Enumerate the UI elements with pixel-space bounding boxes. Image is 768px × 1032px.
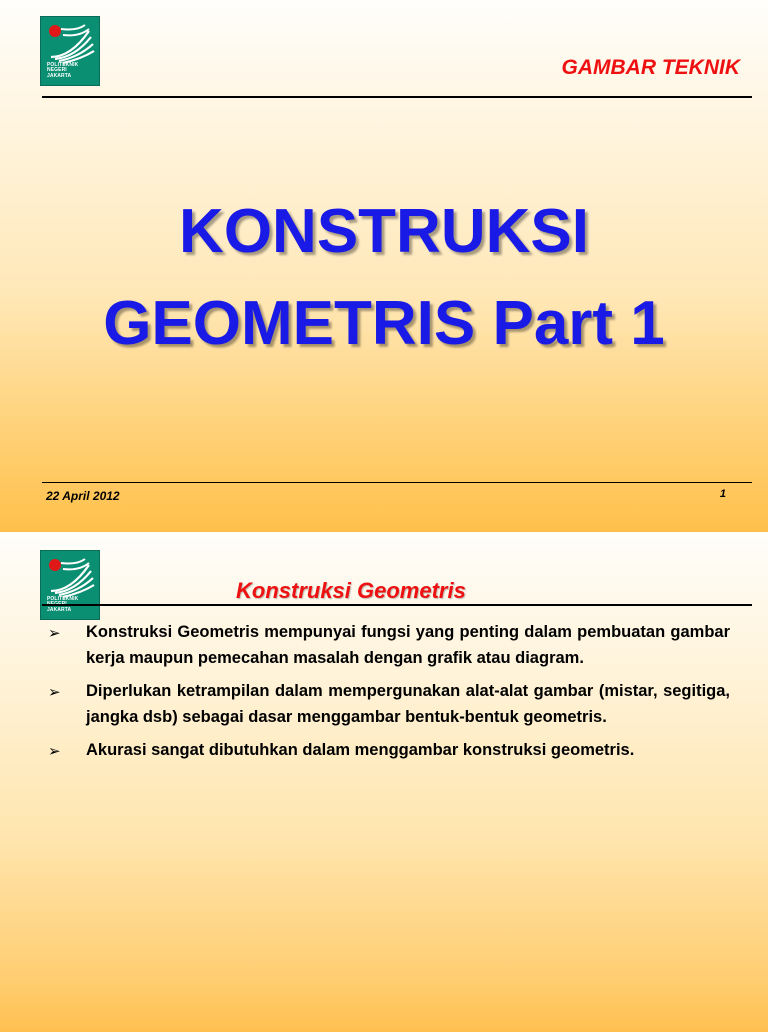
slide-main-title	[0, 186, 768, 370]
list-item	[46, 679, 730, 730]
header-divider	[42, 96, 752, 98]
logo-text: POLITEKNIK NEGERI JAKARTA	[47, 61, 79, 79]
main-title-line-1: KONSTRUKSI	[179, 197, 589, 266]
slide-2	[0, 532, 768, 1032]
arrow-bullet-icon: ➢	[48, 743, 61, 760]
slide-title: Konstruksi Geometris	[236, 578, 466, 603]
footer-date: 22 April 2012	[46, 489, 120, 503]
header-divider	[42, 604, 752, 606]
bullet-text: Diperlukan ketrampilan dalam mempergunakan alat-alat gambar (mistar, segitiga, jangka dsb) sebagai dasar menggambar bentuk-bentuk geometris.	[86, 682, 730, 726]
arrow-bullet-icon: ➢	[48, 625, 61, 642]
footer-divider	[42, 482, 752, 483]
bullet-list	[46, 620, 730, 772]
course-title: GAMBAR TEKNIK	[561, 56, 740, 79]
list-item	[46, 738, 730, 764]
page-number: 1	[719, 488, 726, 500]
main-title-line-2: GEOMETRIS Part 1	[103, 289, 665, 358]
arrow-bullet-icon: ➢	[48, 684, 61, 701]
list-item	[46, 620, 730, 671]
logo-text: POLITEKNIK JAKARTA	[47, 595, 79, 613]
bullet-text: Konstruksi Geometris mempunyai fungsi yang penting dalam pembuatan gambar kerja maupun pemecahan masalah dengan grafik atau diagram.	[86, 623, 730, 667]
politeknik-logo	[40, 550, 100, 620]
bullet-text: Akurasi sangat dibutuhkan dalam menggambar konstruksi geometris.	[86, 741, 635, 759]
politeknik-logo	[40, 16, 100, 86]
